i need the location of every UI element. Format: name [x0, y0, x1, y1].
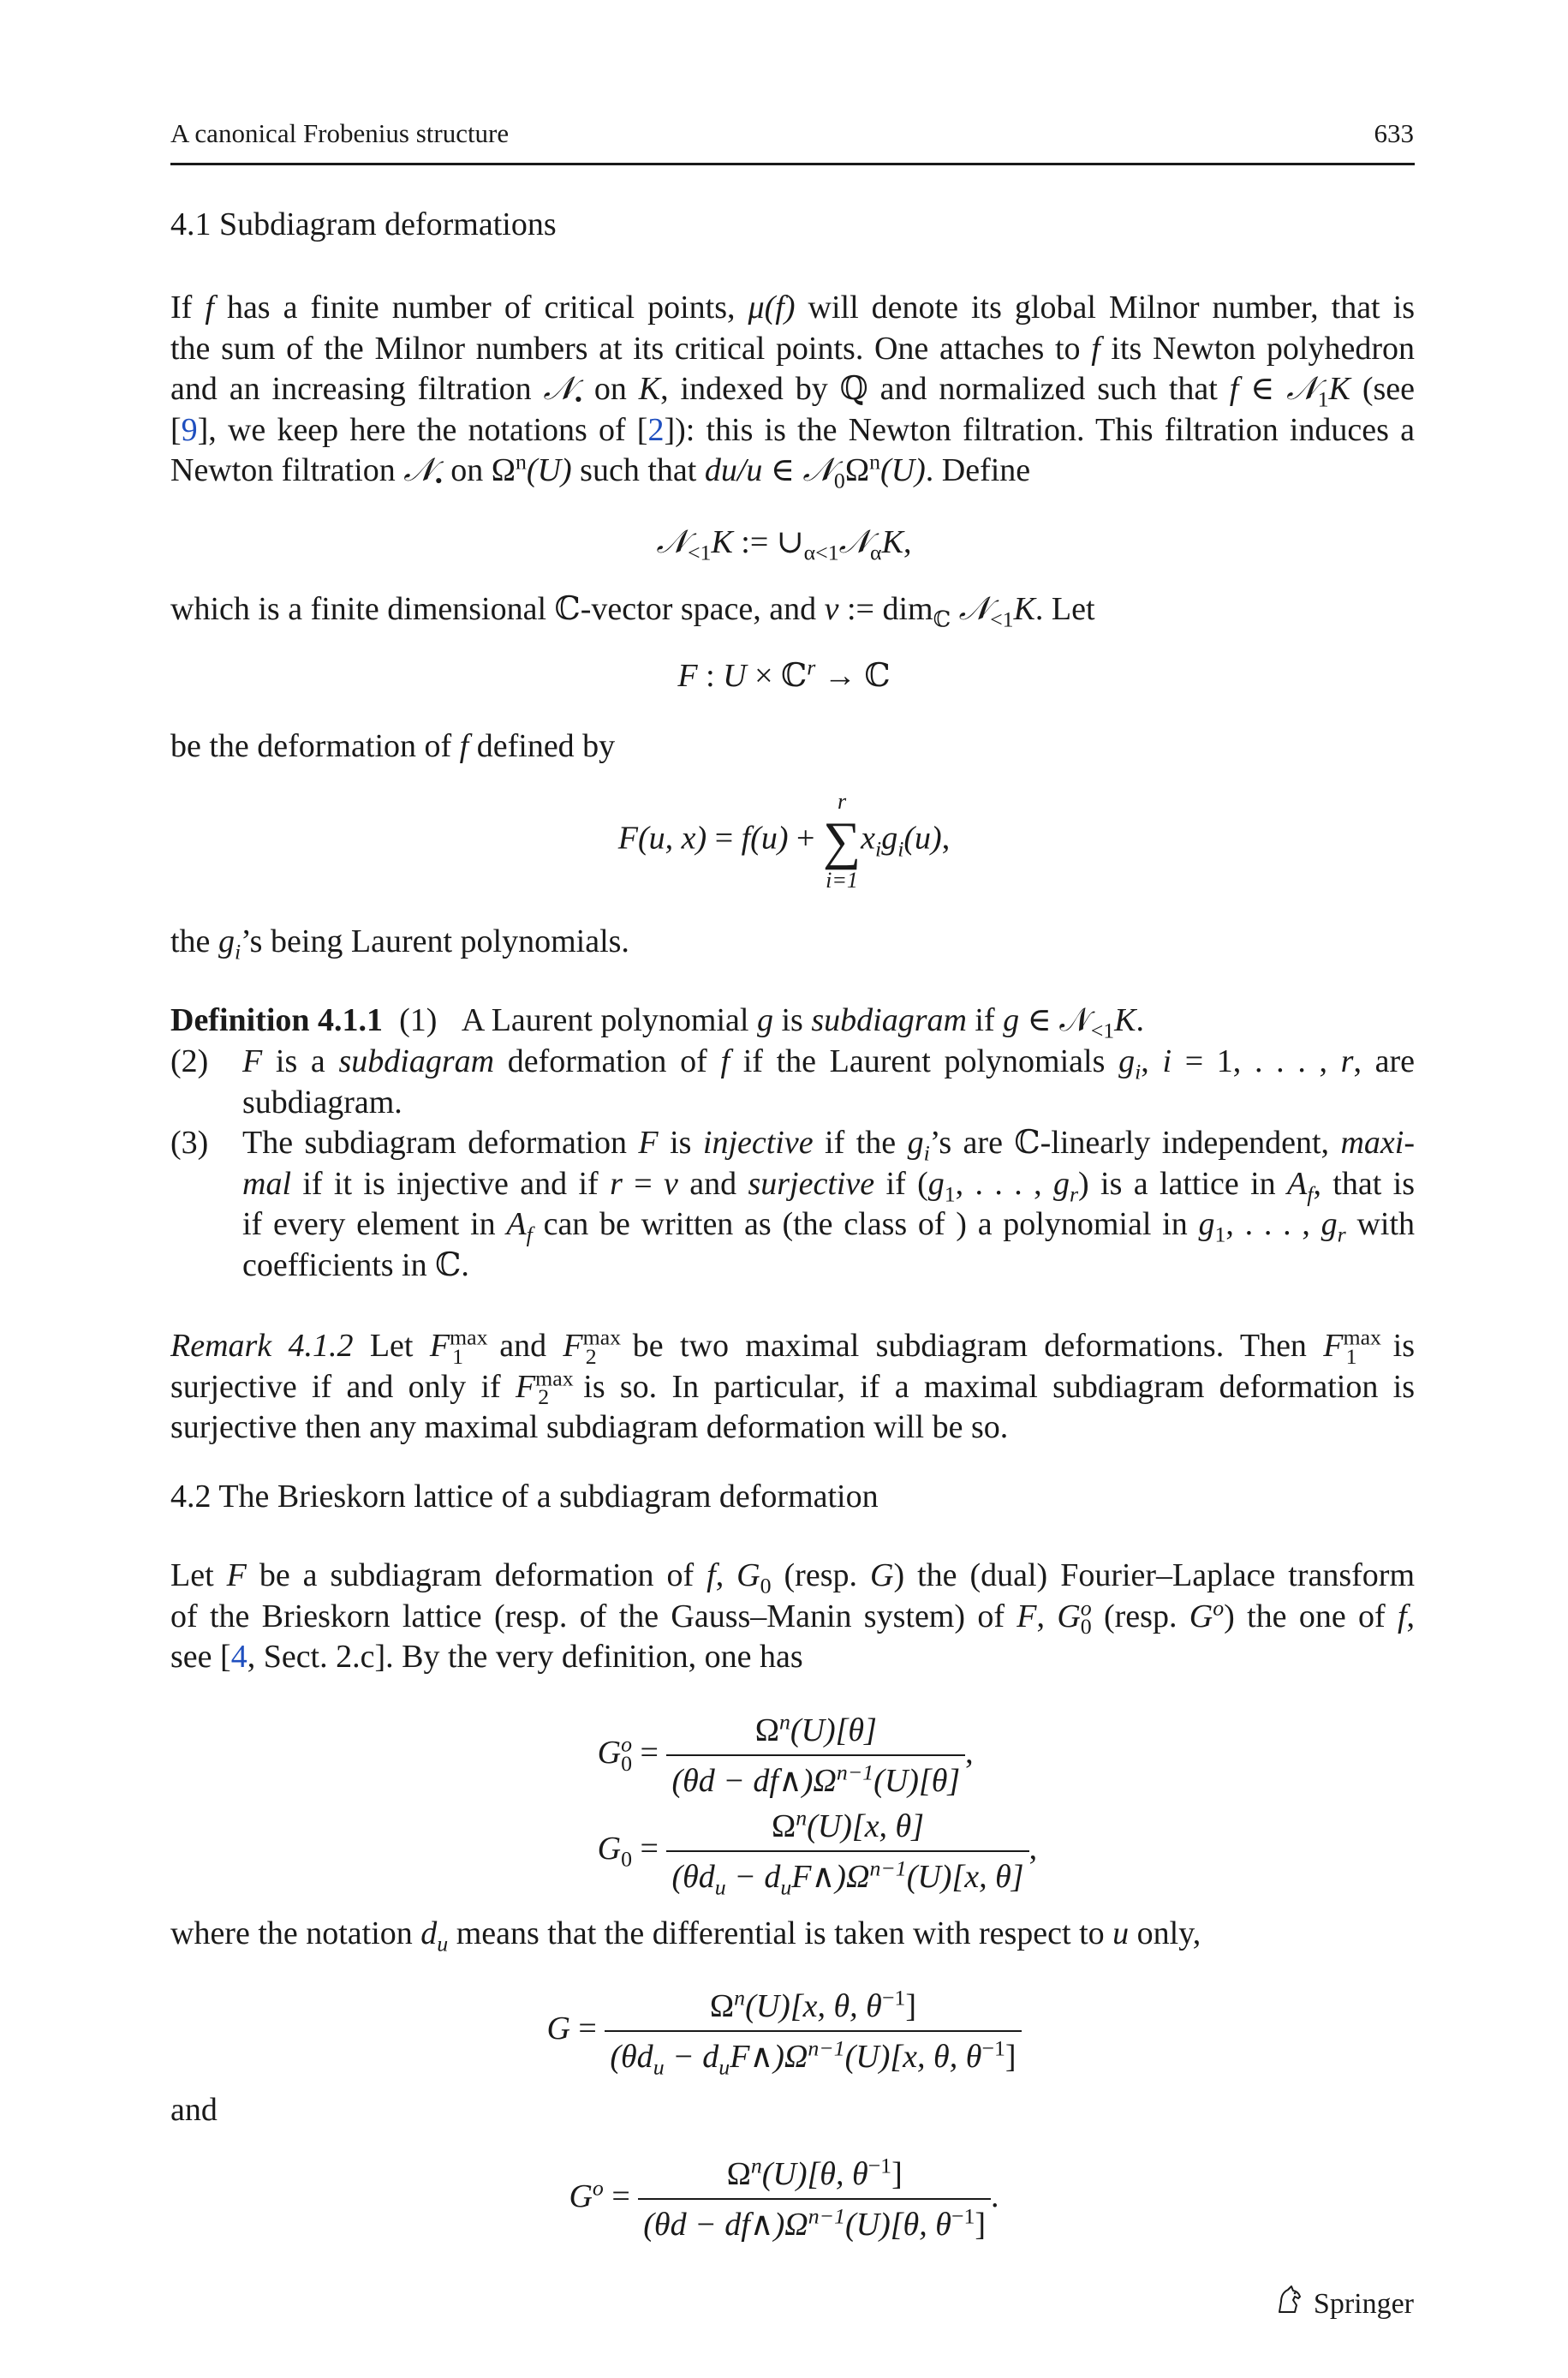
text-line: and: [170, 2092, 218, 2128]
text-line: surjective then any maximal subdiagram deformation will be so.: [170, 1409, 1009, 1445]
equation-g: G = $\frac{\Omega^n(U)[x, \theta, \theta^{-1}]}{(\theta d_u - d_uF\wedge)\Omega^{n-1}(U)[x, \theta, \theta^{-1}]}$: [0, 1987, 1568, 2076]
text-line: Remark 4.1.2 Let $F^{max}_1$ and $F^{max}_2$ be two maximal subdiagram deformations. Then $F^{max}_1$ is: [170, 1324, 1415, 1369]
text-line: if every element in $A_f$ can be written as (the class of ) a polynomial in $g_1$, . . . , $g_r$ with: [242, 1206, 1416, 1247]
citation-link-2[interactable]: 2: [647, 411, 665, 448]
publisher-name: Springer: [1313, 2287, 1414, 2320]
running-header-title: A canonical Frobenius structure: [170, 118, 510, 148]
paragraph-laurent: [170, 922, 1415, 963]
text-line: mal if it is injective and if r = ν and surjective if ($g_1$, . . . , $g_r$) is a lattice in $A_f$, that is: [242, 1165, 1415, 1207]
paragraph-brieskorn: [170, 1556, 1415, 1678]
remark-4-1-2: [170, 1326, 1415, 1449]
text-line: coefficients in ℂ.: [242, 1246, 469, 1283]
text-line: Definition 4.1.1 (1) A Laurent polynomial g is subdiagram if g ∈ 𝒩$_{<1}$K.: [170, 1002, 1145, 1043]
text-line: If f has a finite number of critical points, μ(f) will denote its global Milnor number, that is: [170, 290, 1415, 326]
publisher-logo: [1273, 2283, 1414, 2325]
remark-label: Remark 4.1.2: [170, 1328, 354, 1364]
equation-deformation-map: F : U × ℂ$^r$ → ℂ: [677, 654, 891, 694]
summation-symbol: r ∑ i=1: [822, 789, 862, 893]
text-line: be the deformation of f defined by: [170, 728, 616, 764]
text-line: The subdiagram deformation F is injective if the $g_i’s$ are ℂ-linearly independent, maxi-: [242, 1125, 1415, 1166]
text-line: which is a finite dimensional ℂ-vector space, and ν := dim$_ℂ$ 𝒩$_{<1}$K. Let: [170, 591, 1095, 632]
page-number: 633: [1374, 118, 1414, 148]
text-line: Let F be a subdiagram deformation of f, $G_0$ (resp. G) the (dual) Fourier–Laplace transform: [170, 1557, 1416, 1598]
text-line: surjective if and only if $F^{max}_2$ is so. In particular, if a maximal subdiagram deformation is: [170, 1365, 1415, 1410]
section-heading-4-2: 4.2 The Brieskorn lattice of a subdiagram deformation: [170, 1479, 879, 1515]
citation-link-9[interactable]: 9: [181, 411, 198, 448]
paragraph-deformation-defined: [170, 726, 1415, 768]
text-line: of the Brieskorn lattice (resp. of the Gauss–Manin system) of F, $G^o_0$ (resp. $G^o$) the one of f,: [170, 1594, 1416, 1640]
paragraph-vector-space: [170, 589, 1415, 630]
text-line: [9], we keep here the notations of [2]): this is the Newton filtration. This filtration induces a: [170, 411, 1415, 448]
header-rule: [170, 163, 1415, 165]
text-line: see [4, Sect. 2.c]. By the very definition, one has: [170, 1639, 803, 1675]
section-heading-4-1: 4.1 Subdiagram deformations: [170, 206, 557, 242]
equation-go: $G^o$ = $\frac{\Omega^n(U)[\theta, \theta^{-1}]}{(\theta d - df\wedge)\Omega^{n-1}(U)[\theta, \theta^{-1}]}$ .: [569, 2153, 999, 2243]
equation-sum-deformation: F(u, x) = f(u) + r ∑ i=1 $x_ig_i(u)$,: [617, 789, 951, 893]
text-line: Newton filtration 𝒩$_•$ on $\Omega^n(U)$ such that du/u ∈ $𝒩_0\Omega^n(U)$. Define: [170, 449, 1031, 493]
paragraph-notation-du: [170, 1914, 1415, 1955]
text-line: F is a subdiagram deformation of f if the Laurent polynomials $g_i$, i = 1, . . . , r, are: [242, 1043, 1416, 1084]
citation-link-4[interactable]: 4: [230, 1639, 247, 1675]
paragraph-and: [170, 2090, 1415, 2131]
fraction: $\frac{\Omega^n(U)[x, \theta, \theta^{-1}]}{(\theta d_u - d_uF\wedge)\Omega^{n-1}(U)[x, \theta, \theta^{-1}]}$: [605, 1987, 1021, 2076]
definition-label: Definition 4.1.1: [170, 1002, 384, 1038]
fraction: $\frac{\Omega^n(U)[\theta, \theta^{-1}]}{(\theta d - df\wedge)\Omega^{n-1}(U)[\theta, \theta^{-1}]}$: [638, 2155, 991, 2244]
equation-n-less-1-k: 𝒩$_{<1}$K := $\cup_{\alpha<1}𝒩_\alpha K$,: [656, 524, 912, 565]
fraction: $\frac{\Omega^n(U)[\theta]}{(\theta d - df\wedge)\Omega^{n-1}(U)[\theta]}$: [666, 1712, 965, 1800]
definition-item-3: [170, 1123, 1415, 1288]
equation-g0o: $G^o_0$ = $\frac{\Omega^n(U)[\theta]}{(\theta d - df\wedge)\Omega^{n-1}(U)[\theta]}$ ,: [597, 1709, 974, 1799]
item-number: (3): [170, 1125, 209, 1161]
text-line: where the notation $d_u$ means that the differential is taken with respect to u only,: [170, 1915, 1201, 1957]
text-line: the $g_i’s$ being Laurent polynomials.: [170, 923, 629, 965]
springer-horse-icon: [1273, 2283, 1307, 2325]
equation-g0: $G_0$ = $\frac{\Omega^n(U)[x, \theta]}{(\theta d_u - d_uF\wedge)\Omega^{n-1}(U)[x, \theta]}$ ,: [597, 1805, 1038, 1900]
text-line: subdiagram.: [242, 1084, 402, 1120]
definition-item-2: [170, 1042, 1415, 1124]
text-line: the sum of the Milnor numbers at its critical points. One attaches to f its Newton polyhedron: [170, 330, 1415, 367]
paragraph-milnor-number: [170, 288, 1415, 492]
item-number: (2): [170, 1043, 209, 1079]
fraction: $\frac{\Omega^n(U)[x, \theta]}{(\theta d_u - d_uF\wedge)\Omega^{n-1}(U)[x, \theta]}$: [666, 1807, 1028, 1896]
definition-4-1-1: [170, 1001, 1415, 1042]
text-line: and an increasing filtration 𝒩$_•$ on K, indexed by ℚ and normalized such that f ∈ 𝒩$_1$K (see: [170, 371, 1415, 412]
